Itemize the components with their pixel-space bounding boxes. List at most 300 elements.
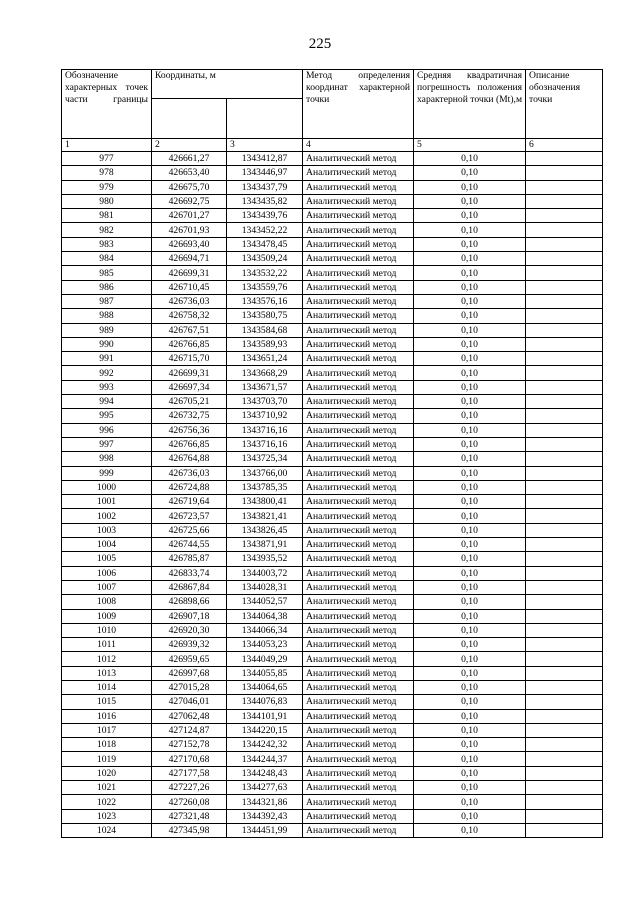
- point-id-cell: 992: [62, 366, 152, 380]
- y-coordinate-cell: 1343710,92: [227, 409, 303, 423]
- description-cell: [526, 609, 603, 623]
- x-coordinate-cell: 426997,68: [152, 666, 227, 680]
- x-coordinate-cell: 426723,57: [152, 509, 227, 523]
- table-row: [62, 709, 603, 723]
- method-cell: Аналитический метод: [303, 723, 414, 737]
- y-coordinate-cell: 1343446,97: [227, 166, 303, 180]
- description-cell: [526, 566, 603, 580]
- x-coordinate-cell: 426701,27: [152, 209, 227, 223]
- method-cell: Аналитический метод: [303, 437, 414, 451]
- x-coordinate-cell: 426766,85: [152, 437, 227, 451]
- table-row: [62, 580, 603, 594]
- method-cell: Аналитический метод: [303, 466, 414, 480]
- table-row: [62, 523, 603, 537]
- point-id-cell: 1017: [62, 723, 152, 737]
- table-row: [62, 638, 603, 652]
- y-coordinate-cell: 1344003,72: [227, 566, 303, 580]
- method-cell: Аналитический метод: [303, 523, 414, 537]
- error-cell: 0,10: [414, 509, 526, 523]
- description-cell: [526, 152, 603, 166]
- method-cell: Аналитический метод: [303, 152, 414, 166]
- description-cell: [526, 680, 603, 694]
- description-cell: [526, 237, 603, 251]
- x-coordinate-cell: 426939,32: [152, 638, 227, 652]
- point-id-cell: 978: [62, 166, 152, 180]
- method-cell: Аналитический метод: [303, 652, 414, 666]
- x-coordinate-cell: 426675,70: [152, 180, 227, 194]
- method-cell: Аналитический метод: [303, 352, 414, 366]
- description-cell: [526, 709, 603, 723]
- error-cell: 0,10: [414, 580, 526, 594]
- point-id-cell: 1001: [62, 495, 152, 509]
- table-row: [62, 252, 603, 266]
- description-cell: [526, 380, 603, 394]
- y-coordinate-cell: 1343478,45: [227, 237, 303, 251]
- y-coordinate-cell: 1344076,83: [227, 695, 303, 709]
- y-coordinate-cell: 1344101,91: [227, 709, 303, 723]
- x-coordinate-cell: 426719,64: [152, 495, 227, 509]
- point-id-cell: 988: [62, 309, 152, 323]
- table-row: [62, 194, 603, 208]
- x-coordinate-cell: 426693,40: [152, 237, 227, 251]
- error-cell: 0,10: [414, 352, 526, 366]
- header-y-cell: [227, 99, 303, 139]
- description-cell: [526, 423, 603, 437]
- y-coordinate-cell: 1343671,57: [227, 380, 303, 394]
- x-coordinate-cell: 426699,31: [152, 366, 227, 380]
- method-cell: Аналитический метод: [303, 495, 414, 509]
- x-coordinate-cell: 426710,45: [152, 280, 227, 294]
- error-cell: 0,10: [414, 480, 526, 494]
- method-cell: Аналитический метод: [303, 781, 414, 795]
- table-row: [62, 452, 603, 466]
- x-coordinate-cell: 427345,98: [152, 823, 227, 837]
- y-coordinate-cell: 1343821,41: [227, 509, 303, 523]
- error-cell: 0,10: [414, 666, 526, 680]
- method-cell: Аналитический метод: [303, 166, 414, 180]
- point-id-cell: 998: [62, 452, 152, 466]
- table-row: [62, 795, 603, 809]
- table-row: [62, 209, 603, 223]
- table-row: [62, 480, 603, 494]
- table-row: [62, 595, 603, 609]
- description-cell: [526, 823, 603, 837]
- error-cell: 0,10: [414, 795, 526, 809]
- description-cell: [526, 552, 603, 566]
- y-coordinate-cell: 1344053,23: [227, 638, 303, 652]
- y-coordinate-cell: 1344049,29: [227, 652, 303, 666]
- description-cell: [526, 595, 603, 609]
- table-row: [62, 781, 603, 795]
- description-cell: [526, 409, 603, 423]
- method-cell: Аналитический метод: [303, 823, 414, 837]
- method-cell: Аналитический метод: [303, 538, 414, 552]
- description-cell: [526, 766, 603, 780]
- error-cell: 0,10: [414, 380, 526, 394]
- header-x-cell: [152, 99, 227, 139]
- point-id-cell: 983: [62, 237, 152, 251]
- point-id-cell: 1010: [62, 623, 152, 637]
- header-row: [62, 70, 603, 99]
- error-cell: 0,10: [414, 209, 526, 223]
- table-row: [62, 437, 603, 451]
- header-point-designation: Обозначение характерных точек части границы: [62, 70, 152, 139]
- error-cell: 0,10: [414, 437, 526, 451]
- error-cell: 0,10: [414, 252, 526, 266]
- method-cell: Аналитический метод: [303, 480, 414, 494]
- error-cell: 0,10: [414, 409, 526, 423]
- header-error: Средняя квадратичная погрешность положения характерной точки (Mt),м: [414, 70, 526, 139]
- error-cell: 0,10: [414, 738, 526, 752]
- table-row: [62, 495, 603, 509]
- x-coordinate-cell: 426766,85: [152, 337, 227, 351]
- y-coordinate-cell: 1343584,68: [227, 323, 303, 337]
- point-id-cell: 1014: [62, 680, 152, 694]
- method-cell: Аналитический метод: [303, 280, 414, 294]
- point-id-cell: 982: [62, 223, 152, 237]
- point-id-cell: 1000: [62, 480, 152, 494]
- y-coordinate-cell: 1343668,29: [227, 366, 303, 380]
- table-row: [62, 466, 603, 480]
- point-id-cell: 1011: [62, 638, 152, 652]
- point-id-cell: 977: [62, 152, 152, 166]
- table-row: [62, 266, 603, 280]
- error-cell: 0,10: [414, 423, 526, 437]
- error-cell: 0,10: [414, 309, 526, 323]
- description-cell: [526, 652, 603, 666]
- point-id-cell: 980: [62, 194, 152, 208]
- x-coordinate-cell: 427046,01: [152, 695, 227, 709]
- method-cell: Аналитический метод: [303, 709, 414, 723]
- y-coordinate-cell: 1343532,22: [227, 266, 303, 280]
- point-id-cell: 1024: [62, 823, 152, 837]
- table-row: [62, 223, 603, 237]
- y-coordinate-cell: 1344451,99: [227, 823, 303, 837]
- method-cell: Аналитический метод: [303, 795, 414, 809]
- y-coordinate-cell: 1343826,45: [227, 523, 303, 537]
- method-cell: Аналитический метод: [303, 623, 414, 637]
- table-row: [62, 166, 603, 180]
- table-row: [62, 395, 603, 409]
- point-id-cell: 997: [62, 437, 152, 451]
- y-coordinate-cell: 1344220,15: [227, 723, 303, 737]
- x-coordinate-cell: 426725,66: [152, 523, 227, 537]
- y-coordinate-cell: 1343576,16: [227, 294, 303, 308]
- description-cell: [526, 323, 603, 337]
- error-cell: 0,10: [414, 323, 526, 337]
- error-cell: 0,10: [414, 766, 526, 780]
- description-cell: [526, 266, 603, 280]
- table-row: [62, 680, 603, 694]
- error-cell: 0,10: [414, 823, 526, 837]
- table-row: [62, 237, 603, 251]
- point-id-cell: 1016: [62, 709, 152, 723]
- error-cell: 0,10: [414, 752, 526, 766]
- point-id-cell: 1020: [62, 766, 152, 780]
- point-id-cell: 1004: [62, 538, 152, 552]
- error-cell: 0,10: [414, 781, 526, 795]
- method-cell: Аналитический метод: [303, 809, 414, 823]
- description-cell: [526, 495, 603, 509]
- description-cell: [526, 437, 603, 451]
- x-coordinate-cell: 426764,88: [152, 452, 227, 466]
- method-cell: Аналитический метод: [303, 180, 414, 194]
- y-coordinate-cell: 1344321,86: [227, 795, 303, 809]
- description-cell: [526, 280, 603, 294]
- method-cell: Аналитический метод: [303, 752, 414, 766]
- description-cell: [526, 166, 603, 180]
- table-row: [62, 666, 603, 680]
- point-id-cell: 1018: [62, 738, 152, 752]
- y-coordinate-cell: 1344052,57: [227, 595, 303, 609]
- error-cell: 0,10: [414, 609, 526, 623]
- y-coordinate-cell: 1344064,65: [227, 680, 303, 694]
- error-cell: 0,10: [414, 280, 526, 294]
- y-coordinate-cell: 1343725,34: [227, 452, 303, 466]
- y-coordinate-cell: 1343412,87: [227, 152, 303, 166]
- point-id-cell: 996: [62, 423, 152, 437]
- description-cell: [526, 638, 603, 652]
- description-cell: [526, 538, 603, 552]
- description-cell: [526, 623, 603, 637]
- table-row: [62, 352, 603, 366]
- x-coordinate-cell: 427015,28: [152, 680, 227, 694]
- method-cell: Аналитический метод: [303, 695, 414, 709]
- table-row: [62, 323, 603, 337]
- method-cell: Аналитический метод: [303, 738, 414, 752]
- method-cell: Аналитический метод: [303, 366, 414, 380]
- table-row: [62, 280, 603, 294]
- method-cell: Аналитический метод: [303, 423, 414, 437]
- method-cell: Аналитический метод: [303, 380, 414, 394]
- error-cell: 0,10: [414, 266, 526, 280]
- description-cell: [526, 252, 603, 266]
- y-coordinate-cell: 1343935,52: [227, 552, 303, 566]
- x-coordinate-cell: 427124,87: [152, 723, 227, 737]
- description-cell: [526, 337, 603, 351]
- column-number: 3: [227, 139, 303, 152]
- error-cell: 0,10: [414, 495, 526, 509]
- description-cell: [526, 738, 603, 752]
- header-description: Описание обозначения точки: [526, 70, 603, 139]
- point-id-cell: 999: [62, 466, 152, 480]
- x-coordinate-cell: 426767,51: [152, 323, 227, 337]
- x-coordinate-cell: 426701,93: [152, 223, 227, 237]
- table-row: [62, 337, 603, 351]
- table-row: [62, 623, 603, 637]
- error-cell: 0,10: [414, 237, 526, 251]
- x-coordinate-cell: 426736,03: [152, 294, 227, 308]
- x-coordinate-cell: 426907,18: [152, 609, 227, 623]
- description-cell: [526, 695, 603, 709]
- x-coordinate-cell: 426758,32: [152, 309, 227, 323]
- method-cell: Аналитический метод: [303, 337, 414, 351]
- method-cell: Аналитический метод: [303, 680, 414, 694]
- error-cell: 0,10: [414, 723, 526, 737]
- error-cell: 0,10: [414, 595, 526, 609]
- point-id-cell: 985: [62, 266, 152, 280]
- y-coordinate-cell: 1344064,38: [227, 609, 303, 623]
- table-row: [62, 538, 603, 552]
- y-coordinate-cell: 1343559,76: [227, 280, 303, 294]
- point-id-cell: 979: [62, 180, 152, 194]
- column-number: 2: [152, 139, 227, 152]
- x-coordinate-cell: 426732,75: [152, 409, 227, 423]
- method-cell: Аналитический метод: [303, 194, 414, 208]
- y-coordinate-cell: 1343509,24: [227, 252, 303, 266]
- point-id-cell: 1021: [62, 781, 152, 795]
- coordinates-table: [61, 69, 603, 838]
- x-coordinate-cell: 426867,84: [152, 580, 227, 594]
- point-id-cell: 994: [62, 395, 152, 409]
- error-cell: 0,10: [414, 366, 526, 380]
- description-cell: [526, 352, 603, 366]
- method-cell: Аналитический метод: [303, 609, 414, 623]
- method-cell: Аналитический метод: [303, 566, 414, 580]
- point-id-cell: 995: [62, 409, 152, 423]
- description-cell: [526, 781, 603, 795]
- point-id-cell: 989: [62, 323, 152, 337]
- table-row: [62, 294, 603, 308]
- method-cell: Аналитический метод: [303, 223, 414, 237]
- y-coordinate-cell: 1344055,85: [227, 666, 303, 680]
- table-row: [62, 152, 603, 166]
- y-coordinate-cell: 1343716,16: [227, 423, 303, 437]
- point-id-cell: 1003: [62, 523, 152, 537]
- point-id-cell: 1009: [62, 609, 152, 623]
- description-cell: [526, 309, 603, 323]
- description-cell: [526, 523, 603, 537]
- x-coordinate-cell: 427170,68: [152, 752, 227, 766]
- x-coordinate-cell: 426692,75: [152, 194, 227, 208]
- x-coordinate-cell: 427177,58: [152, 766, 227, 780]
- point-id-cell: 987: [62, 294, 152, 308]
- point-id-cell: 1002: [62, 509, 152, 523]
- table-row: [62, 652, 603, 666]
- description-cell: [526, 509, 603, 523]
- table-row: [62, 566, 603, 580]
- table-row: [62, 695, 603, 709]
- column-number: 6: [526, 139, 603, 152]
- error-cell: 0,10: [414, 294, 526, 308]
- method-cell: Аналитический метод: [303, 595, 414, 609]
- error-cell: 0,10: [414, 680, 526, 694]
- x-coordinate-cell: 426715,70: [152, 352, 227, 366]
- table-row: [62, 609, 603, 623]
- description-cell: [526, 752, 603, 766]
- method-cell: Аналитический метод: [303, 252, 414, 266]
- point-id-cell: 1006: [62, 566, 152, 580]
- y-coordinate-cell: 1343766,00: [227, 466, 303, 480]
- y-coordinate-cell: 1344028,31: [227, 580, 303, 594]
- table-row: [62, 366, 603, 380]
- table-row: [62, 180, 603, 194]
- point-id-cell: 1008: [62, 595, 152, 609]
- y-coordinate-cell: 1344248,43: [227, 766, 303, 780]
- point-id-cell: 984: [62, 252, 152, 266]
- method-cell: Аналитический метод: [303, 552, 414, 566]
- table-row: [62, 409, 603, 423]
- table-row: [62, 823, 603, 837]
- x-coordinate-cell: 427062,48: [152, 709, 227, 723]
- x-coordinate-cell: 426898,66: [152, 595, 227, 609]
- page-number: 225: [308, 36, 332, 52]
- y-coordinate-cell: 1344066,34: [227, 623, 303, 637]
- x-coordinate-cell: 427152,78: [152, 738, 227, 752]
- table-row: [62, 380, 603, 394]
- x-coordinate-cell: 427260,08: [152, 795, 227, 809]
- error-cell: 0,10: [414, 523, 526, 537]
- x-coordinate-cell: 426653,40: [152, 166, 227, 180]
- y-coordinate-cell: 1344392,43: [227, 809, 303, 823]
- column-number-row: [62, 139, 603, 152]
- x-coordinate-cell: 426699,31: [152, 266, 227, 280]
- description-cell: [526, 366, 603, 380]
- y-coordinate-cell: 1344277,63: [227, 781, 303, 795]
- method-cell: Аналитический метод: [303, 638, 414, 652]
- description-cell: [526, 795, 603, 809]
- description-cell: [526, 194, 603, 208]
- description-cell: [526, 452, 603, 466]
- table-row: [62, 309, 603, 323]
- x-coordinate-cell: 426697,34: [152, 380, 227, 394]
- point-id-cell: 1022: [62, 795, 152, 809]
- table-row: [62, 423, 603, 437]
- error-cell: 0,10: [414, 652, 526, 666]
- x-coordinate-cell: 426833,74: [152, 566, 227, 580]
- column-number: 5: [414, 139, 526, 152]
- point-id-cell: 1023: [62, 809, 152, 823]
- error-cell: 0,10: [414, 623, 526, 637]
- table-row: [62, 552, 603, 566]
- error-cell: 0,10: [414, 223, 526, 237]
- x-coordinate-cell: 426694,71: [152, 252, 227, 266]
- error-cell: 0,10: [414, 638, 526, 652]
- error-cell: 0,10: [414, 152, 526, 166]
- x-coordinate-cell: 426920,30: [152, 623, 227, 637]
- x-coordinate-cell: 426785,87: [152, 552, 227, 566]
- y-coordinate-cell: 1343435,82: [227, 194, 303, 208]
- header-coordinates: Координаты, м: [152, 70, 303, 99]
- point-id-cell: 986: [62, 280, 152, 294]
- x-coordinate-cell: 426661,27: [152, 152, 227, 166]
- method-cell: Аналитический метод: [303, 766, 414, 780]
- description-cell: [526, 809, 603, 823]
- y-coordinate-cell: 1343871,91: [227, 538, 303, 552]
- description-cell: [526, 223, 603, 237]
- x-coordinate-cell: 426705,21: [152, 395, 227, 409]
- method-cell: Аналитический метод: [303, 294, 414, 308]
- method-cell: Аналитический метод: [303, 580, 414, 594]
- point-id-cell: 1015: [62, 695, 152, 709]
- y-coordinate-cell: 1343716,16: [227, 437, 303, 451]
- description-cell: [526, 723, 603, 737]
- error-cell: 0,10: [414, 552, 526, 566]
- error-cell: 0,10: [414, 166, 526, 180]
- method-cell: Аналитический метод: [303, 395, 414, 409]
- error-cell: 0,10: [414, 337, 526, 351]
- y-coordinate-cell: 1343785,35: [227, 480, 303, 494]
- point-id-cell: 1012: [62, 652, 152, 666]
- table-row: [62, 752, 603, 766]
- error-cell: 0,10: [414, 180, 526, 194]
- y-coordinate-cell: 1343589,93: [227, 337, 303, 351]
- error-cell: 0,10: [414, 538, 526, 552]
- method-cell: Аналитический метод: [303, 323, 414, 337]
- header-method: Метод определения координат характерной точки: [303, 70, 414, 139]
- error-cell: 0,10: [414, 809, 526, 823]
- method-cell: Аналитический метод: [303, 409, 414, 423]
